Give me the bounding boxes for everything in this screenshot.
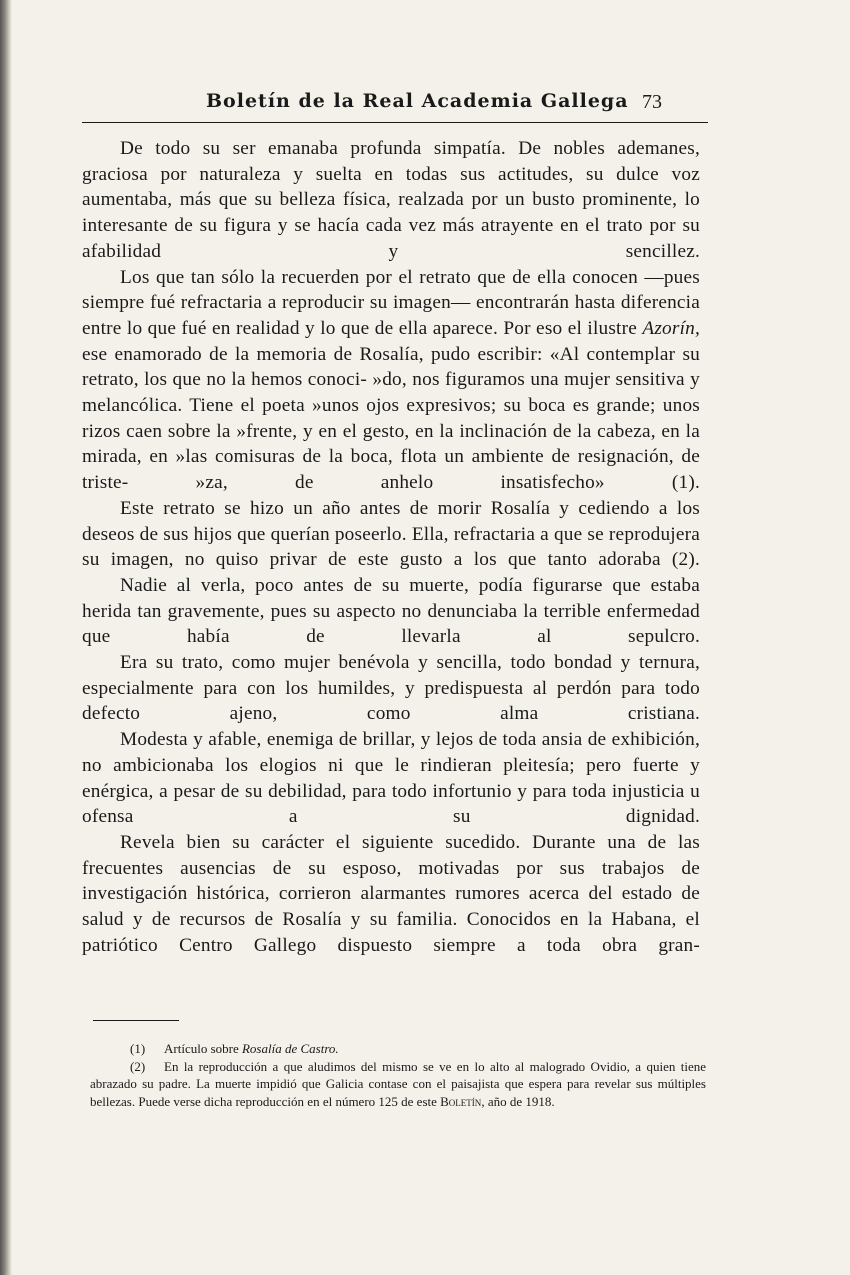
footnote-2 bbox=[90, 1058, 706, 1111]
paragraph-7: Revela bien su carácter el siguiente sucedido. Durante una de las frecuentes ausencias de su esposo, motivadas por sus trabajos de investigación histórica, corrieron alarmantes rumores acerca del estado de salud y de recursos de Rosalía y su familia. Conocidos en la Habana, el patriótico Centro Gallego dispuesto siempre a toda obra gran- bbox=[82, 831, 700, 956]
footnote-2-text-end: , año de 1918. bbox=[481, 1093, 555, 1109]
footnote-1-italic: Rosalía de Castro. bbox=[241, 1041, 339, 1056]
author-name-azorin: Azorín, bbox=[642, 317, 700, 339]
paragraph-5: Era su trato, como mujer benévola y sencilla, todo bondad y ternura, especialmente para con los humildes, y predispuesta al perdón para todo defecto ajeno, como alma cristiana. bbox=[82, 652, 700, 725]
footnote-2-boletin: Boletín bbox=[440, 1093, 482, 1109]
footnote-divider bbox=[93, 1020, 179, 1021]
body-text bbox=[82, 136, 700, 959]
paragraph-2 bbox=[82, 265, 700, 496]
paragraph-4: Nadie al verla, poco antes de su muerte, podía figurarse que estaba herida tan gravemente, pues su aspecto no denunciaba la terrible enfermedad que había de llevarla al sepulcro. bbox=[82, 574, 700, 648]
paragraph-6: Modesta y afable, enemiga de brillar, y lejos de toda ansia de exhibición, no ambicionaba los elogios ni que le rindieran pleitesía; pero fuerte y enérgica, a pesar de su debilidad, para todo infortunio y para toda injusticia u ofensa a su dignidad. bbox=[82, 729, 700, 828]
footnote-1 bbox=[90, 1040, 706, 1058]
paragraph-2-text-a: Los que tan sólo la recuerden por el retrato que de ella conocen —pues siempre fué refractaria a reproducir su imagen— encontrarán hasta diferencia entre lo que fué en realidad y lo que de ella aparece. Por eso el ilustre bbox=[82, 266, 700, 339]
running-header bbox=[82, 88, 708, 123]
footnote-1-text: Artículo sobre bbox=[164, 1041, 242, 1056]
footnote-2-text: En la reproducción a que aludimos del mismo se ve en lo alto al malogrado Ovidio, a quien tiene abrazado su padre. La muerte impidió que Galicia contase con el paisajista que espera para revelar sus múltiples bellezas. Puede verse dicha reproducción en el número 125 de este bbox=[90, 1058, 706, 1109]
footnote-1-number: (1) bbox=[130, 1041, 146, 1056]
page-number: 73 bbox=[642, 91, 662, 113]
binding-edge bbox=[0, 0, 12, 1275]
paragraph-2-text-b: ese enamorado de la memoria de Rosalía, pudo escribir: «Al contemplar su retrato, los que no la hemos conoci- »do, nos figuramos una mujer sensitiva y melancólica. Tiene el poeta »unos ojos expresivos; su boca es grande; unos rizos caen sobre la »frente, y en el gesto, en la inclinación de la cabeza, en la mirada, en »las comisuras de la boca, flota un ambiente de resignación, de triste- »za, de anhelo insatisfecho» (1). bbox=[82, 343, 700, 494]
journal-title: Boletín de la Real Academia Gallega bbox=[206, 90, 629, 112]
footnote-2-number: (2) bbox=[130, 1058, 146, 1074]
paragraph-3: Este retrato se hizo un año antes de morir Rosalía y cediendo a los deseos de sus hijos que querían poseerlo. Ella, refractaria a que se reprodujera su imagen, no quiso privar de este gusto a los que tanto adoraba (2). bbox=[82, 497, 700, 571]
paragraph-1: De todo su ser emanaba profunda simpatía. De nobles ademanes, graciosa por naturaleza y suelta en todas sus actitudes, su dulce voz aumentaba, más que su belleza física, realzada por un busto prominente, lo interesante de su figura y se hacía cada vez más atrayente en el trato por su afabilidad y sencillez. bbox=[82, 138, 700, 262]
footnotes bbox=[90, 1040, 706, 1110]
